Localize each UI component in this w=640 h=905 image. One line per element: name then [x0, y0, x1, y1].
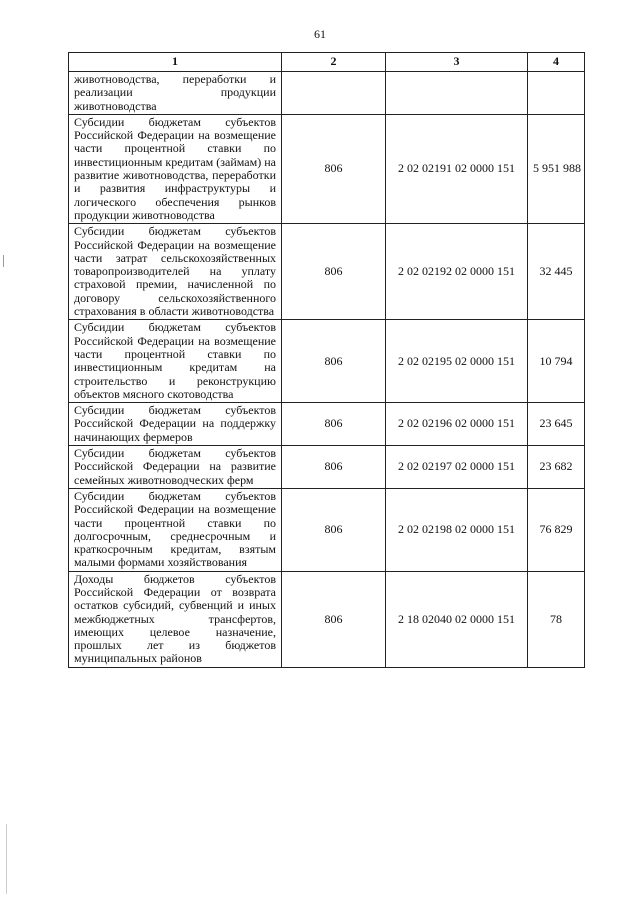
table-row: [69, 224, 585, 320]
row-admin-code: 806: [282, 114, 386, 223]
row-admin-code: [282, 72, 386, 115]
row-admin-code: 806: [282, 571, 386, 667]
row-budget-class-code: [386, 72, 528, 115]
row-amount: [528, 72, 585, 115]
row-amount: 23 645: [528, 403, 585, 446]
table-row: [69, 446, 585, 489]
column-header-1: 1: [69, 53, 282, 72]
row-description: Субсидии бюджетам субъектов Российской Федерации на возмещение части процентной ставки по инвестиционным кредитам (займам) на развитие животноводства, переработки и развития инфраструктуры и логического обеспечения рынков продукции животноводства: [69, 114, 282, 223]
table-row: [69, 571, 585, 667]
column-header-4: 4: [528, 53, 585, 72]
page-number: 61: [314, 27, 326, 41]
row-description: животноводства, переработки и реализации продукции животноводства: [69, 72, 282, 115]
row-admin-code: 806: [282, 403, 386, 446]
row-admin-code: 806: [282, 446, 386, 489]
table-row: [69, 488, 585, 571]
row-description: Субсидии бюджетам субъектов Российской Федерации на поддержку начинающих фермеров: [69, 403, 282, 446]
row-amount: 10 794: [528, 320, 585, 403]
table-row: [69, 114, 585, 223]
row-admin-code: 806: [282, 320, 386, 403]
row-description: Субсидии бюджетам субъектов Российской Федерации на развитие семейных животноводческих ферм: [69, 446, 282, 489]
scan-edge-line: [6, 824, 7, 894]
row-admin-code: 806: [282, 488, 386, 571]
scan-edge-mark: [3, 255, 4, 267]
row-budget-class-code: 2 18 02040 02 0000 151: [386, 571, 528, 667]
row-budget-class-code: 2 02 02191 02 0000 151: [386, 114, 528, 223]
column-header-2: 2: [282, 53, 386, 72]
column-header-3: 3: [386, 53, 528, 72]
row-amount: 23 682: [528, 446, 585, 489]
row-budget-class-code: 2 02 02198 02 0000 151: [386, 488, 528, 571]
table-row: [69, 320, 585, 403]
row-description: Субсидии бюджетам субъектов Российской Федерации на возмещение части процентной ставки по инвестиционным кредитам на строительство и реконструкцию объектов мясного скотоводства: [69, 320, 282, 403]
row-budget-class-code: 2 02 02195 02 0000 151: [386, 320, 528, 403]
row-admin-code: 806: [282, 224, 386, 320]
row-budget-class-code: 2 02 02197 02 0000 151: [386, 446, 528, 489]
row-description: Субсидии бюджетам субъектов Российской Федерации на возмещение части затрат сельскохозяйственных товаропроизводителей на уплату страховой премии, начисленной по договору сельскохозяйственного страхования в области животноводства: [69, 224, 282, 320]
row-amount: 78: [528, 571, 585, 667]
row-budget-class-code: 2 02 02196 02 0000 151: [386, 403, 528, 446]
table-row: [69, 72, 585, 115]
row-budget-class-code: 2 02 02192 02 0000 151: [386, 224, 528, 320]
row-description: Субсидии бюджетам субъектов Российской Федерации на возмещение части процентной ставки по долгосрочным, среднесрочным и краткосрочным кредитам, взятым малыми формами хозяйствования: [69, 488, 282, 571]
row-amount: 5 951 988: [528, 114, 585, 223]
table-header-row: [69, 53, 585, 72]
table-row: [69, 403, 585, 446]
revenue-table: [68, 52, 585, 668]
row-amount: 76 829: [528, 488, 585, 571]
row-description: Доходы бюджетов субъектов Российской Федерации от возврата остатков субсидий, субвенций и иных межбюджетных трансфертов, имеющих целевое назначение, прошлых лет из бюджетов муниципальных районов: [69, 571, 282, 667]
row-amount: 32 445: [528, 224, 585, 320]
